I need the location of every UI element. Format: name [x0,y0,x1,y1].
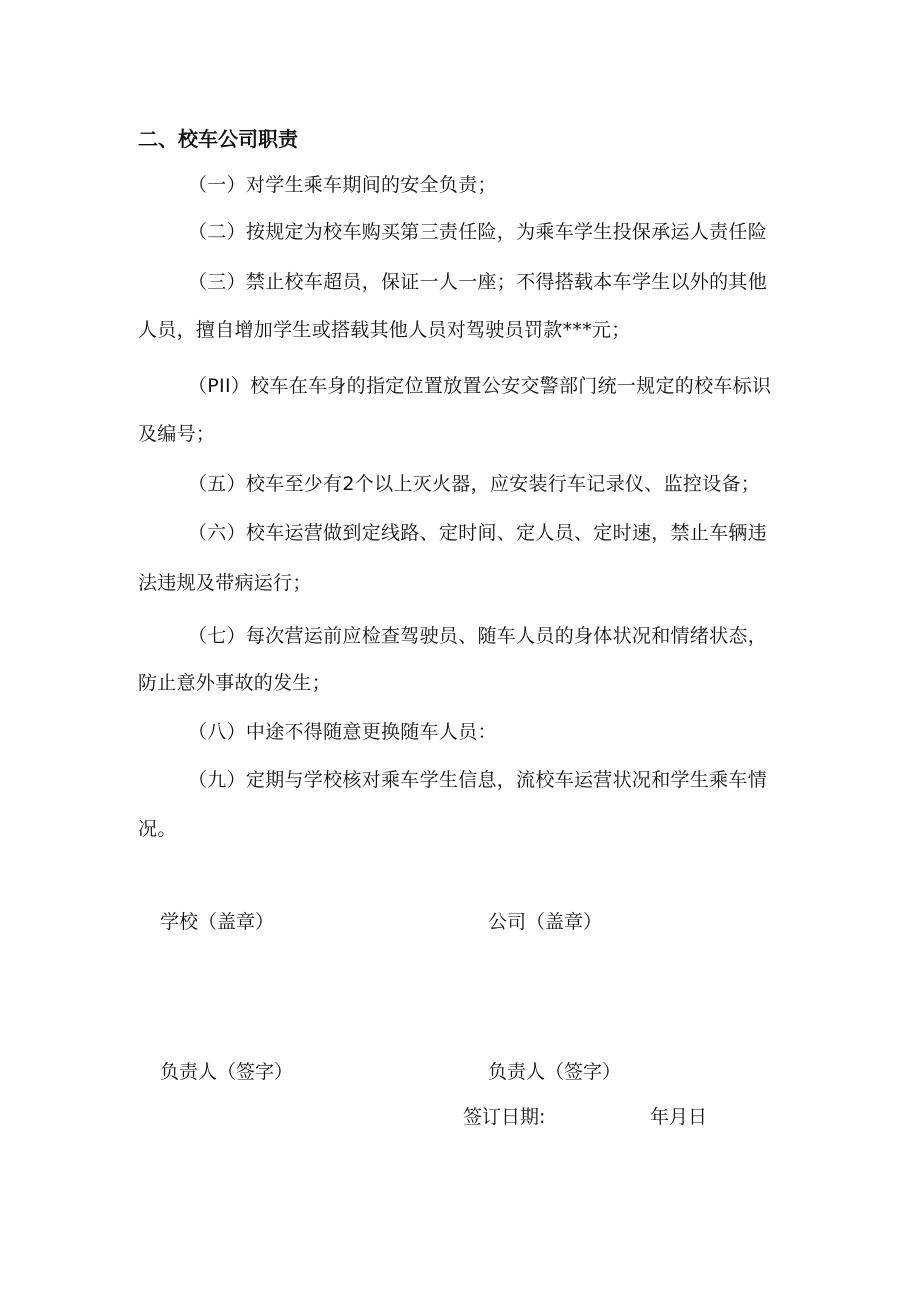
item-7-line-2: 防止意外事故的发生； [138,672,332,694]
item-4-line-2: 及编号； [138,423,216,445]
item-3-line-1: （三）禁止校车超员，保证一人一座；不得搭载本车学生以外的其他 [188,271,768,293]
item-8-line-1: （八）中途不得随意更换随车人员： [188,721,497,743]
item-4-line-1: （PII）校车在车身的指定位置放置公安交警部门统一规定的校车标识 [188,375,772,397]
item-6-line-1: （六）校车运营做到定线路、定时间、定人员、定时速，禁止车辆违 [188,522,768,544]
item-6-line-2: 法违规及带病运行； [138,572,312,594]
section-heading: 二、校车公司职责 [138,127,298,151]
item-5-line-1: （五）校车至少有2个以上灭火器，应安装行车记录仪、监控设备； [188,473,761,495]
signing-date-label: 签订日期: [463,1106,546,1128]
item-7-line-1: （七）每次营运前应检查驾驶员、随车人员的身体状况和情绪状态， [188,625,768,647]
item-9-line-2: 况。 [138,818,177,840]
item-2-line-1: （二）按规定为校车购买第三责任险，为乘车学生投保承运人责任险 [188,221,768,243]
item-3-line-2: 人员，擅自增加学生或搭载其他人员对驾驶员罚款***元； [138,319,631,341]
school-signer-label: 负责人（签字） [160,1061,294,1083]
item-1-line-1: （一）对学生乘车期间的安全负责； [188,174,497,196]
company-signer-label: 负责人（签字） [488,1061,622,1083]
item-9-line-1: （九）定期与学校核对乘车学生信息，流校车运营状况和学生乘车情 [188,769,768,791]
signing-date-value: 年月日 [650,1106,708,1128]
school-seal-label: 学校（盖章） [160,911,275,933]
company-seal-label: 公司（盖章） [488,911,603,933]
